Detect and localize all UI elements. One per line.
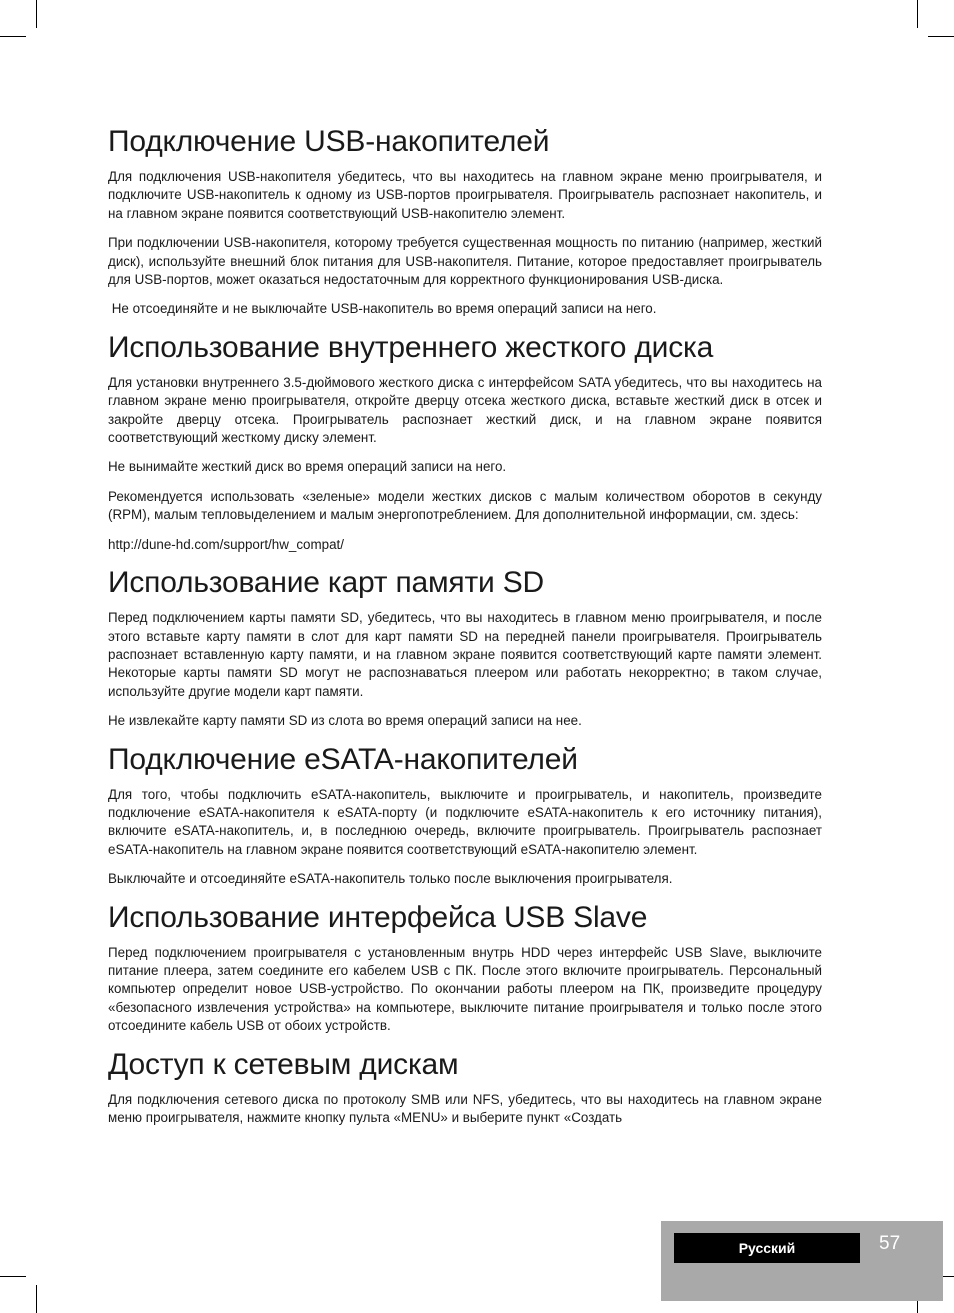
section-heading: Подключение eSATA-накопителей: [108, 742, 578, 776]
crop-mark: [36, 0, 37, 28]
section-usb-drives: [108, 124, 822, 319]
section-heading: Подключение USB-накопителей: [108, 125, 550, 158]
paragraph: Для подключения USB-накопителя убедитесь, что вы находитесь на главном экране меню проигрывателя, и подключите USB-накопитель к одному из USB-портов проигрывателя. Проигрыватель распознает накопитель, и на главном экране появится соответствующий USB-накопителю элемент.: [108, 169, 822, 221]
paragraph: Не вынимайте жесткий диск во время операций записи на него.: [108, 459, 507, 475]
paragraph: Для установки внутреннего 3.5-дюймового жесткого диска с интерфейсом SATA убедитесь, что вы находитесь на главном экране меню проигрывателя, откройте дверцу отсека жесткого диска, вставьте жесткий диск в отсек и закройте дверцу отсека. Проигрыватель распознает жесткий диск, и на главном экране появится соответствующий жесткому диску элемент.: [108, 374, 822, 446]
paragraph: Рекомендуется использовать «зеленые» модели жестких дисков с малым количеством оборотов в секунду (RPM), малым тепловыделением и малым энергопотреблением. Для дополнительной информации, см. здесь:: [108, 488, 822, 523]
paragraph: Для того, чтобы подключить eSATA-накопитель, выключите и проигрыватель, и накопитель, произведите подключение eSATA-накопителя к eSATA-порту (и подключите eSATA-накопитель к его источнику питания), включите eSATA-накопитель, и, в последнюю очередь, включите проигрыватель. Проигрыватель распознает eSATA-накопитель на главном экране появится соответствующий eSATA-накопителю элемент.: [108, 786, 822, 857]
section-sd-cards: [108, 565, 822, 730]
paragraph: Не отсоединяйте и не выключайте USB-накопитель во время операций записи на него.: [108, 301, 657, 317]
paragraph: Не извлекайте карту памяти SD из слота во время операций записи на нее.: [108, 713, 582, 729]
section-internal-hdd: [108, 330, 822, 554]
crop-mark: [36, 1285, 37, 1313]
paragraph: Перед подключением карты памяти SD, убедитесь, что вы находитесь в главном меню проигрывателя, и после этого вставьте карту памяти в слот для карт памяти SD на передней панели проигрывателя. Проигрыватель распознает вставленную карту памяти, и на главном экране появится соответствующий карте памяти элемент. Некоторые карты памяти SD могут не распознаваться плеером или работать некорректно; в таком случае, используйте другие модели карт памяти.: [108, 610, 822, 699]
crop-mark: [0, 1276, 26, 1277]
crop-mark: [0, 36, 26, 37]
section-heading: Использование интерфейса USB Slave: [108, 900, 648, 934]
section-heading: Использование карт памяти SD: [108, 566, 544, 600]
section-esata-drives: [108, 742, 822, 889]
page-content: [108, 124, 822, 1138]
section-heading: Использование внутреннего жесткого диска: [108, 330, 714, 364]
language-label: Русский: [674, 1233, 860, 1263]
crop-mark: [917, 0, 918, 28]
url-link[interactable]: http://dune-hd.com/support/hw_compat/: [108, 536, 344, 552]
section-network-drives: [108, 1047, 822, 1128]
page-footer: [661, 1221, 943, 1301]
paragraph: Перед подключением проигрывателя с установленным внутрь HDD через интерфейс USB Slave, выключите питание плеера, затем соедините его кабелем USB с ПК. После этого включите проигрыватель. Персональный компьютер определит новое USB-устройство. По окончании работы плеером на ПК, произведите процедуру «безопасного извлечения устройства» на компьютере, выключите питание проигрывателя и только после этого отсоедините кабель USB от обоих устройств.: [108, 944, 822, 1034]
paragraph: Выключайте и отсоединяйте eSATA-накопитель только после выключения проигрывателя.: [108, 871, 673, 887]
crop-mark: [928, 36, 954, 37]
page-number: 57: [879, 1233, 901, 1254]
paragraph: Для подключения сетевого диска по протоколу SMB или NFS, убедитесь, что вы находитесь на главном экране меню проигрывателя, нажмите кнопку пульта «MENU» и выберите пункт «Создать: [108, 1091, 822, 1125]
paragraph: При подключении USB-накопителя, которому требуется существенная мощность по питанию (например, жесткий диск), используйте внешний блок питания для USB-накопителя. Питание, которое предоставляет проигрыватель для USB-портов, может оказаться недостаточным для корректного функционирования USB-диска.: [108, 235, 822, 288]
section-heading: Доступ к сетевым дискам: [108, 1047, 459, 1081]
section-usb-slave: [108, 900, 822, 1036]
